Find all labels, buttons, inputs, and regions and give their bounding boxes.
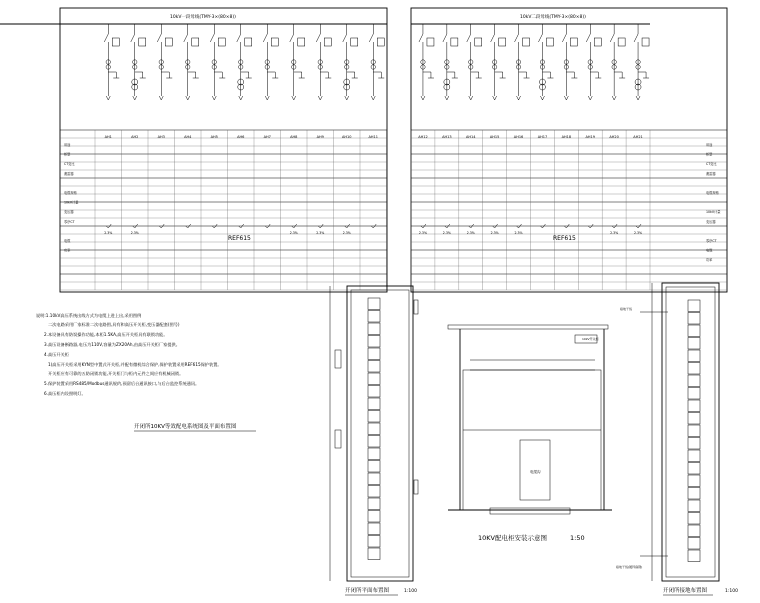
- notes-title: 开闭所10KV等效配电系统图及平面布置图: [134, 424, 237, 430]
- note-line-7: 开关柜应有可靠的五防闭锁功能,开关柜门与柜内元件之间应有机械闭锁。: [48, 371, 184, 376]
- ratio-value: 2.3%: [490, 231, 499, 235]
- floor-plan-cabinet-column: [368, 298, 380, 560]
- cabinet-number: AH19: [585, 135, 595, 139]
- cabinet-number: AH4: [184, 135, 192, 139]
- cabinet-number: AH1: [104, 135, 112, 139]
- ratio-value: 2.3%: [442, 231, 451, 235]
- switchgear-floor-plan: [330, 286, 418, 595]
- grounding-label-bottom: 接地干线(镀锌扁钢): [616, 565, 643, 569]
- right-single-line-panel: [411, 8, 727, 292]
- row-label: 柜型: [64, 152, 71, 157]
- row-label: 用途: [706, 143, 713, 147]
- row-label: 电缆: [706, 248, 713, 253]
- left-parameter-table: [60, 130, 387, 290]
- ratio-value: 2.3%: [418, 231, 428, 235]
- ratio-value: 2.3%: [316, 231, 325, 235]
- row-label: 10kV计量: [64, 200, 79, 205]
- switchgear-label: 10kV开关柜: [582, 337, 599, 341]
- grounding-label-top: 接地干线: [620, 307, 633, 311]
- row-label: 柜型: [706, 152, 713, 157]
- cabinet-number: AH6: [237, 135, 245, 139]
- row-label: 避雷器: [64, 171, 74, 176]
- cabinet-number: AH5: [210, 135, 218, 139]
- cabinet-number: AH9: [316, 135, 324, 139]
- left-feeders: [104, 24, 384, 100]
- cabinet-number: AH3: [157, 135, 165, 139]
- right-relay-label: REF615: [553, 235, 576, 242]
- cabinet-number: AH13: [442, 135, 452, 139]
- cabinet-number: AH10: [342, 135, 352, 139]
- ratio-value: 2.3%: [130, 231, 139, 235]
- row-label: 电缆规格: [64, 191, 77, 195]
- right-bus-label: 10kV二段母线(TMY-3×(80×8)): [520, 15, 586, 20]
- cabinet-number: AH17: [537, 135, 548, 139]
- ratio-value: 2.3%: [289, 231, 298, 235]
- design-notes: [36, 312, 256, 431]
- cabinet-installation-elevation: [448, 325, 612, 542]
- row-label: 功率: [64, 248, 71, 253]
- note-line-5: 4.高压开关柜: [44, 352, 69, 357]
- row-label: 变压器: [64, 210, 74, 215]
- row-label: 电缆: [64, 239, 71, 243]
- left-relay-label: REF615: [228, 235, 251, 242]
- row-label: 避雷器: [706, 171, 716, 176]
- ratio-value: 2.3%: [633, 231, 643, 235]
- ratio-value: 2.3%: [466, 231, 475, 235]
- ratio-value: 2.3%: [514, 231, 523, 235]
- right-feeders: [419, 24, 649, 100]
- grounding-plan-scale: 1:100: [725, 589, 738, 594]
- right-parameter-table: [411, 130, 727, 290]
- cabinet-number: AH8: [290, 135, 298, 139]
- elevation-scale: 1:50: [570, 534, 585, 542]
- cabinet-number: AH15: [489, 135, 500, 139]
- left-single-line-panel: [0, 8, 387, 292]
- ratio-value: 2.3%: [104, 231, 113, 235]
- row-label: CT变比: [706, 162, 717, 167]
- note-line-8: 5.保护装置采用RS485/Modbus通讯规约,预留后台通讯接口,与后台监控系统通讯。: [44, 381, 200, 386]
- note-line-3: 2.本设备具有防误操作功能,本柜1.5KA,高压开关柜具有联锁功能。: [44, 332, 168, 337]
- cabinet-number: AH14: [466, 135, 476, 139]
- note-line-6: 1)高压开关柜采用KYN型中置式开关柜,并配有微机综合保护,保护装置采用REF615保护装置。: [48, 362, 222, 367]
- ratio-value: 2.3%: [342, 231, 351, 235]
- cabinet-number: AH2: [131, 135, 139, 139]
- note-line-1: 说明:1.10kV高压系统出线方式为电缆上进上出,采用图例: [36, 313, 142, 318]
- cabinet-number: AH18: [561, 135, 572, 139]
- cabinet-number: AH21: [633, 135, 643, 139]
- row-label: 用途: [64, 143, 71, 147]
- row-label: 功率: [706, 258, 713, 263]
- row-label: 零序CT: [64, 219, 75, 224]
- cabinet-number: AH20: [609, 135, 619, 139]
- left-bus-label: 10kV一段母线(TMY-3×(80×8)): [170, 15, 236, 20]
- grounding-plan-caption: 开闭所接地布置图: [663, 588, 708, 594]
- row-label: 电缆规格: [706, 191, 719, 195]
- floor-plan-scale: 1:100: [404, 589, 417, 594]
- cabinet-number: AH16: [513, 135, 524, 139]
- row-label: 10kV计量: [706, 210, 721, 215]
- row-label: 变压器: [706, 219, 716, 224]
- row-label: 零序CT: [706, 239, 717, 243]
- elevation-caption: 10KV配电柜安装示意图: [478, 534, 547, 542]
- ratio-value: 2.3%: [610, 231, 619, 235]
- grounding-plan: [616, 283, 738, 595]
- cabinet-number: AH11: [368, 135, 378, 139]
- cable-trench-label: 电缆沟: [530, 470, 541, 474]
- note-line-4: 3.高压设备断路器,电压为110V,容量为ZX20Ah,由高压开关柜厂家提供。: [44, 342, 180, 347]
- cabinet-number: AH7: [263, 135, 271, 139]
- grounding-plan-cabinet-column: [688, 300, 700, 562]
- floor-plan-caption: 开闭所平面布置图: [345, 588, 390, 594]
- note-line-9: 6.高压柜内设照明灯。: [44, 391, 86, 396]
- note-line-2: 二次电路采用厂家标准二次电路图,具有和高压开关柜,变压器配套(图号): [48, 322, 180, 327]
- row-label: CT变比: [64, 162, 75, 167]
- cabinet-number: AH12: [418, 135, 428, 139]
